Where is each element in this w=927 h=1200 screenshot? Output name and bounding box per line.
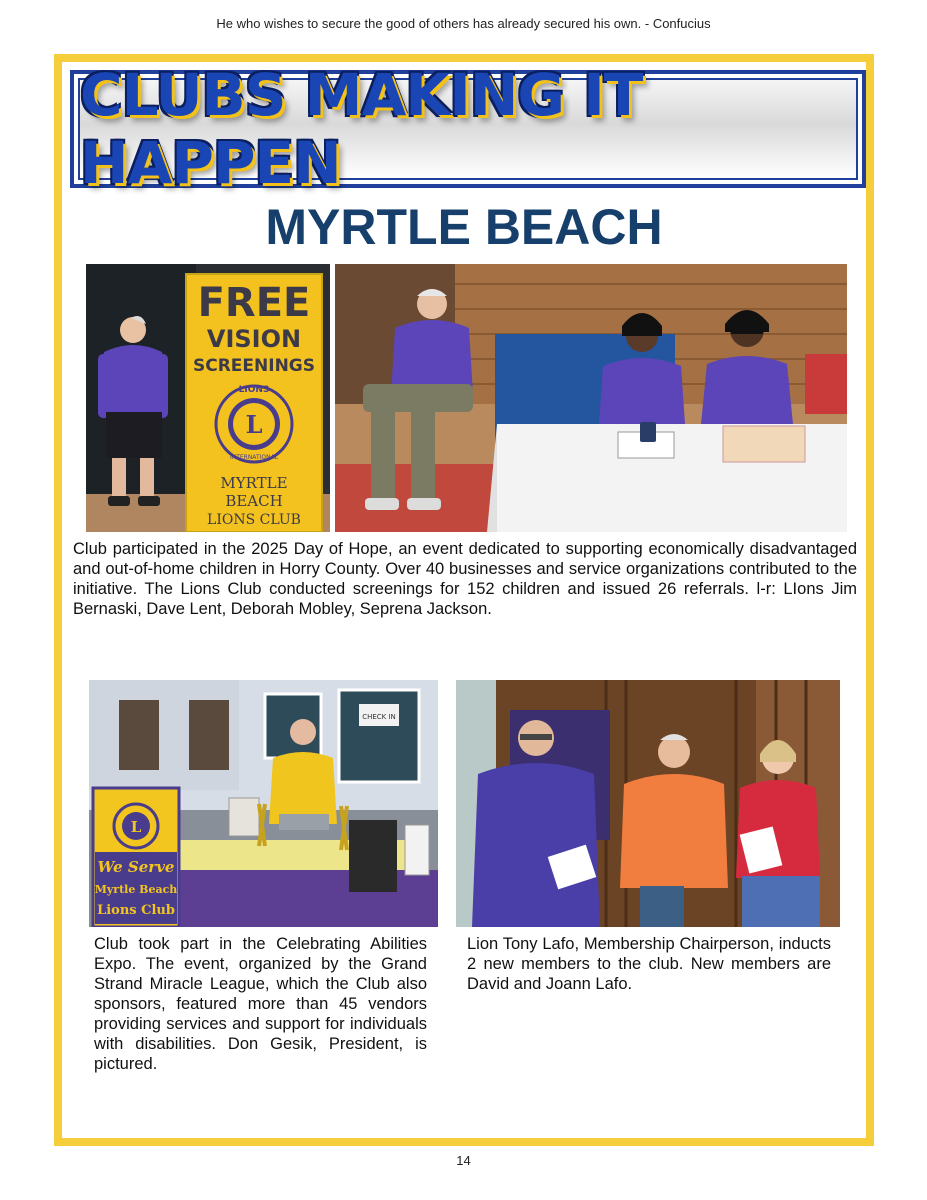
svg-text:L: L: [245, 410, 263, 439]
photo-new-members: [456, 680, 840, 927]
section-banner: [70, 61, 866, 197]
expo-banner-line3: Lions Club: [97, 903, 175, 918]
page-quote: He who wishes to secure the good of others has already secured his own. - Confucius: [216, 16, 711, 31]
check-in-sign: CHECK IN: [362, 713, 396, 721]
caption-day-of-hope: Club participated in the 2025 Day of Hope, an event dedicated to supporting economically disadvantaged and out-of-home children in Horry County. Over 40 businesses and service organizations contributed to the initiative. The Lions Club conducted screenings for 152 children and issued 26 referrals. l-r: LIons Jim Bernaski, Dave Lent, Deborah Mobley, Seprena Jackson.: [73, 540, 857, 618]
banner-club3-text: LIONS CLUB: [207, 512, 301, 528]
banner-club2-text: BEACH: [225, 492, 283, 510]
banner-club1-text: MYRTLE: [220, 474, 288, 492]
caption-abilities-expo: Club took part in the Celebrating Abilities Expo. The event, organized by the Grand Strand Miracle League, which the Club also sponsors, featured more than 45 vendors providing services and support for individuals with disabilities. Don Gesik, President, is pictured.: [94, 935, 427, 1073]
svg-text:LIONS: LIONS: [238, 385, 270, 395]
photo-abilities-expo: [89, 680, 438, 927]
banner-title: CLUBS MAKING IT HAPPEN: [80, 61, 643, 197]
svg-text:L: L: [130, 818, 142, 836]
expo-banner-line2: Myrtle Beach: [94, 883, 178, 896]
svg-text:INTERNATIONAL: INTERNATIONAL: [229, 454, 279, 461]
caption-new-members: Lion Tony Lafo, Membership Chairperson, inducts 2 new members to the club. New members are David and Joann Lafo.: [467, 935, 831, 993]
article-frame: [54, 54, 874, 1146]
photo-vision-screening-banner: [86, 264, 330, 532]
banner-free-text: FREE: [197, 280, 311, 326]
lions-emblem-icon: [216, 385, 292, 462]
photo-screening-table: [335, 264, 847, 532]
lions-emblem-icon-2: [114, 804, 158, 848]
page-number: 14: [456, 1153, 471, 1168]
club-name-heading: MYRTLE BEACH: [265, 199, 663, 255]
banner-vision-text: VISION: [206, 325, 302, 353]
banner-inner: [78, 61, 858, 197]
banner-screenings-text: SCREENINGS: [192, 356, 316, 376]
expo-banner-line1: We Serve: [97, 858, 175, 876]
